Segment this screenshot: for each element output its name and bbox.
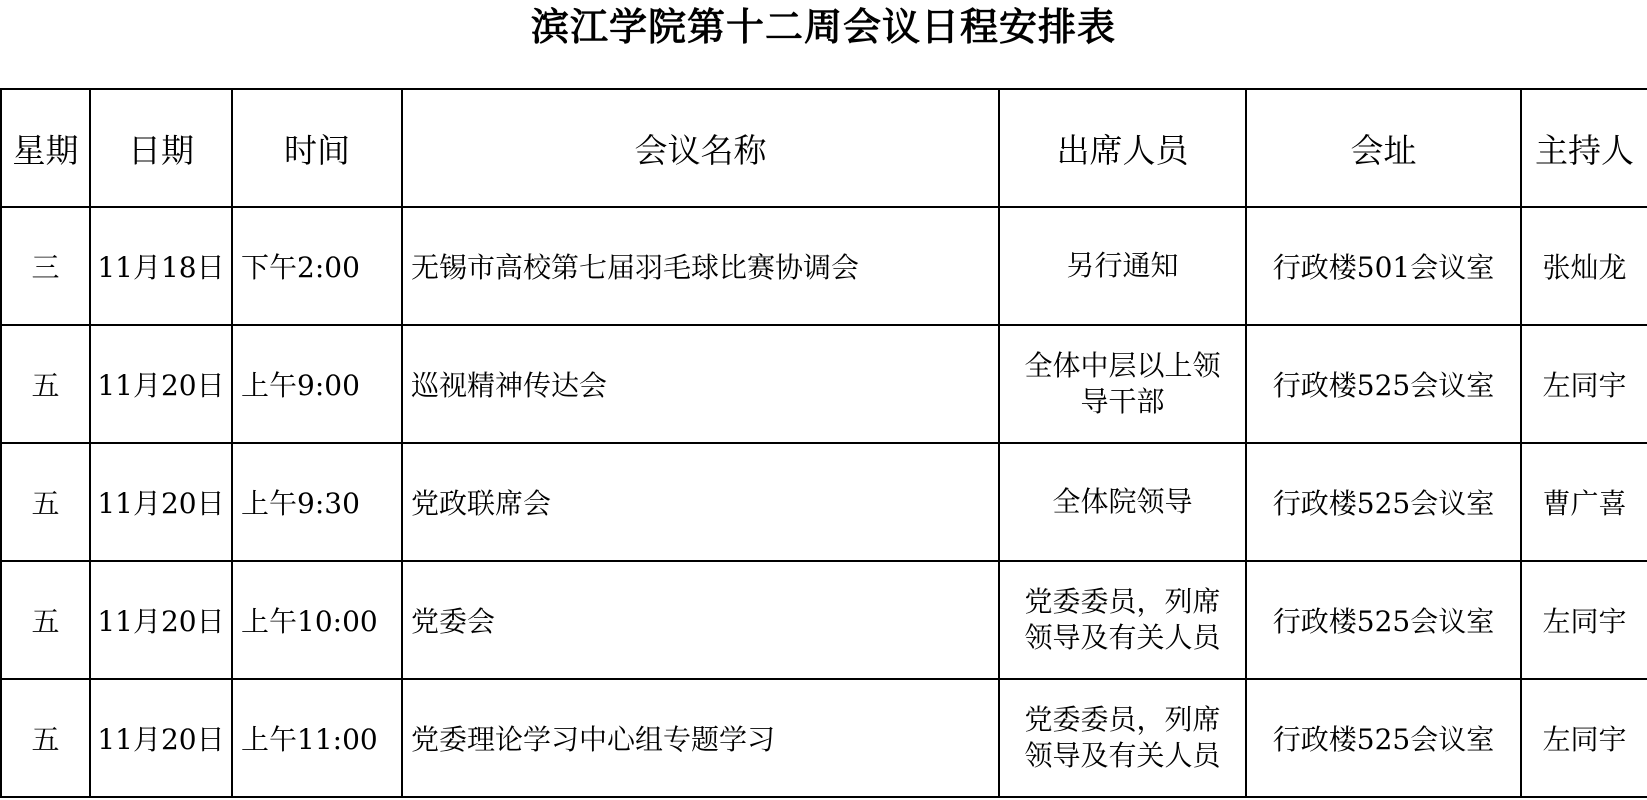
column-header-time: 时间	[232, 89, 402, 207]
column-header-location: 会址	[1246, 89, 1521, 207]
host-cell: 曹广喜	[1521, 443, 1647, 561]
table-row	[1, 325, 1647, 443]
host-cell: 左同宇	[1521, 561, 1647, 679]
column-header-attendees: 出席人员	[999, 89, 1246, 207]
date-cell: 11月20日	[90, 679, 232, 797]
date-cell: 11月18日	[90, 207, 232, 325]
time-cell: 上午9:00	[232, 325, 402, 443]
date-cell: 11月20日	[90, 325, 232, 443]
column-header-host: 主持人	[1521, 89, 1647, 207]
header-row	[1, 89, 1647, 207]
column-header-date: 日期	[90, 89, 232, 207]
weekday-cell: 五	[1, 561, 90, 679]
weekday-cell: 五	[1, 325, 90, 443]
time-cell: 上午9:30	[232, 443, 402, 561]
time-cell: 上午11:00	[232, 679, 402, 797]
host-cell: 张灿龙	[1521, 207, 1647, 325]
attendees-cell: 党委委员，列席领导及有关人员	[999, 679, 1246, 797]
column-header-weekday: 星期	[1, 89, 90, 207]
column-header-meeting-name: 会议名称	[402, 89, 999, 207]
table-row	[1, 443, 1647, 561]
weekday-cell: 五	[1, 679, 90, 797]
meeting-name-cell: 党委会	[402, 561, 999, 679]
meeting-name-cell: 党委理论学习中心组专题学习	[402, 679, 999, 797]
date-cell: 11月20日	[90, 561, 232, 679]
attendees-cell: 另行通知	[999, 207, 1246, 325]
table-row	[1, 207, 1647, 325]
attendees-cell: 党委委员，列席领导及有关人员	[999, 561, 1246, 679]
weekday-cell: 五	[1, 443, 90, 561]
host-cell: 左同宇	[1521, 679, 1647, 797]
table-row	[1, 561, 1647, 679]
time-cell: 上午10:00	[232, 561, 402, 679]
meeting-name-cell: 党政联席会	[402, 443, 999, 561]
location-cell: 行政楼525会议室	[1246, 443, 1521, 561]
attendees-cell: 全体中层以上领导干部	[999, 325, 1246, 443]
location-cell: 行政楼501会议室	[1246, 207, 1521, 325]
host-cell: 左同宇	[1521, 325, 1647, 443]
weekday-cell: 三	[1, 207, 90, 325]
date-cell: 11月20日	[90, 443, 232, 561]
meeting-name-cell: 无锡市高校第七届羽毛球比赛协调会	[402, 207, 999, 325]
meeting-name-cell: 巡视精神传达会	[402, 325, 999, 443]
location-cell: 行政楼525会议室	[1246, 679, 1521, 797]
page-title: 滨江学院第十二周会议日程安排表	[530, 4, 1116, 49]
location-cell: 行政楼525会议室	[1246, 325, 1521, 443]
meeting-schedule-table	[0, 88, 1647, 798]
time-cell: 下午2:00	[232, 207, 402, 325]
table-row	[1, 679, 1647, 797]
location-cell: 行政楼525会议室	[1246, 561, 1521, 679]
attendees-cell: 全体院领导	[999, 443, 1246, 561]
